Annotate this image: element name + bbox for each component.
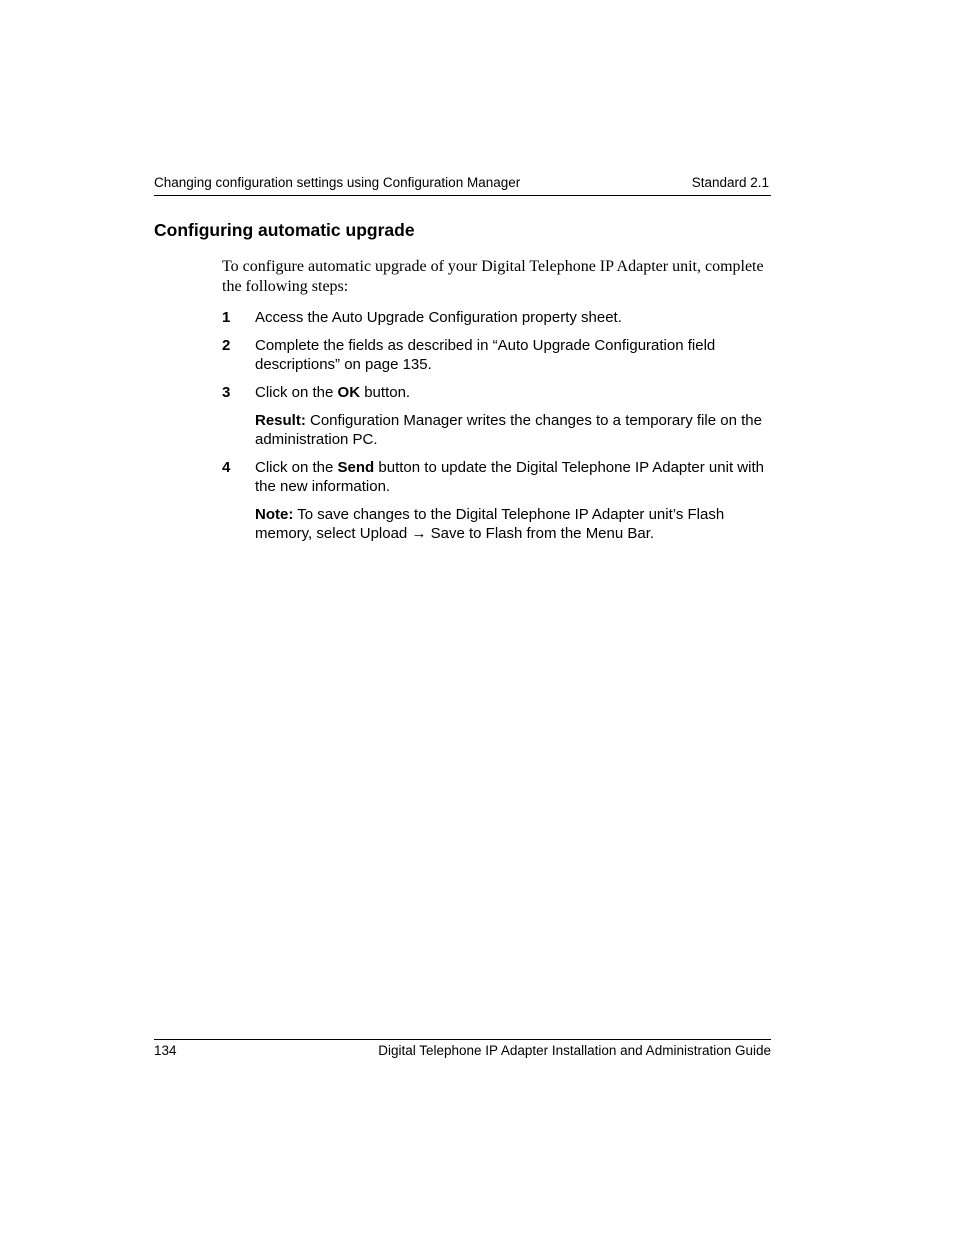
release-label: Standard 2.1 (691, 175, 769, 190)
step-number: 4 (222, 459, 231, 476)
step-text-before: Click on the (255, 384, 338, 401)
step-text (255, 383, 765, 402)
step-3-result (255, 411, 767, 449)
note-text: To save changes to the Digital Telephone IP Adapter unit’s Flash memory, select Upload (255, 506, 725, 542)
section-title: Configuring automatic upgrade (154, 220, 415, 240)
step-text-after: button to update the Digital Telephone IP Adapter unit with the new information. (255, 459, 764, 495)
step-4-note (255, 505, 767, 543)
note-label: Note: (255, 506, 294, 523)
book-title: Digital Telephone IP Adapter Installation and Administration Guide (378, 1043, 771, 1058)
page-header (154, 174, 771, 196)
result-text: Configuration Manager writes the changes to a temporary file on the administration PC. (255, 412, 762, 448)
page-footer (154, 1039, 771, 1062)
step-text (255, 458, 765, 496)
ok-button-label: OK (337, 384, 361, 401)
step-text-before: Click on the (255, 459, 338, 476)
step-number: 1 (222, 309, 231, 326)
step-text: Access the Auto Upgrade Configuration property sheet. (255, 309, 622, 326)
result-label: Result: (255, 412, 306, 429)
page-number: 134 (154, 1043, 177, 1058)
chapter-title: Changing configuration settings using Configuration Manager (154, 175, 521, 190)
step-number: 3 (222, 384, 231, 401)
send-button-label: Send (337, 459, 375, 476)
note-text-after: Save to Flash from the Menu Bar. (426, 525, 655, 542)
right-arrow-icon: → (411, 525, 427, 542)
step-text: Complete the fields as described in “Auto Upgrade Configuration field descriptions” on page 135. (255, 337, 716, 373)
step-number: 2 (222, 337, 231, 354)
intro-paragraph: To configure automatic upgrade of your Digital Telephone IP Adapter unit, complete the following steps: (222, 258, 764, 295)
step-text-after: button. (360, 384, 411, 401)
